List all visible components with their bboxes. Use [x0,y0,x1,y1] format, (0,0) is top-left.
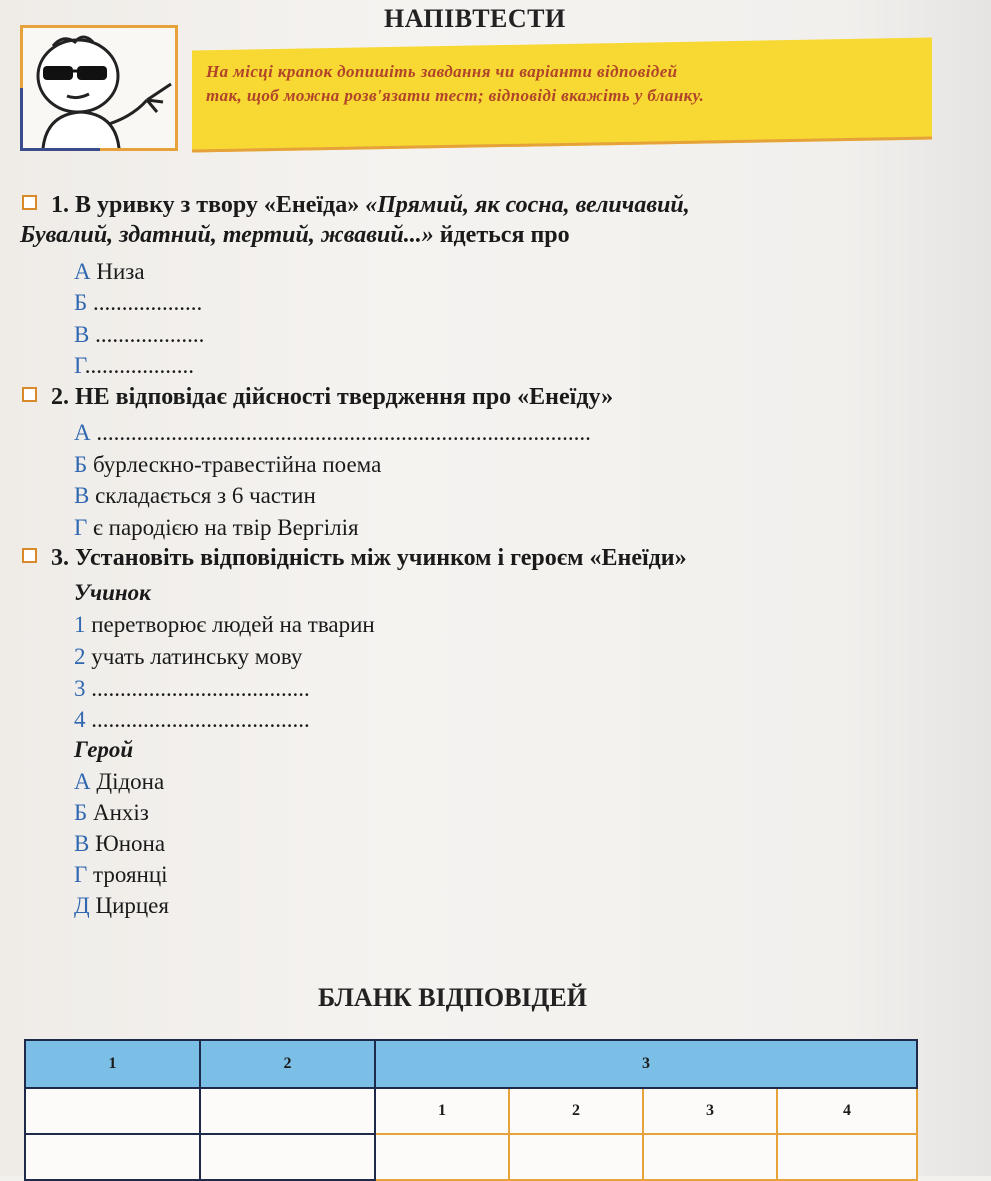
instruction-text [206,60,926,108]
answer-cell-q1[interactable] [25,1088,200,1134]
q3-hero-g [74,862,168,888]
q2-option-v [74,483,316,509]
q3-hero-d [74,893,169,919]
answer-sheet-header-row [25,1040,917,1088]
option-text: ................... [87,290,203,315]
question-1-intro: 1. В уривку з твору «Енеїда» [51,192,366,218]
deed-text: учать латинську мову [85,644,303,669]
question-1-quote-part-1: «Прямий, як сосна, величавий, [365,192,690,218]
hero-letter: В [74,831,90,856]
answer-sheet-table [24,1039,918,1181]
deeds-label: Учинок [74,580,151,605]
mascot-icon [23,28,175,148]
checkbox-icon [22,387,37,402]
question-1-ending: йдеться про [433,222,570,248]
deed-text: перетворює людей на тварин [85,612,375,637]
q1-option-a [74,259,145,285]
deed-text: ...................................... [85,707,310,732]
sub-column-header-1: 1 [375,1088,509,1134]
question-1-heading-line-1 [22,192,690,219]
sub-column-header-3: 3 [643,1088,777,1134]
option-letter: В [74,483,90,508]
hero-name: Анхіз [87,800,149,825]
sub-column-header-2: 2 [509,1088,643,1134]
column-header-2: 2 [200,1040,375,1088]
question-1-heading-line-2 [20,222,570,249]
mascot-frame [20,25,178,151]
q1-option-v [74,322,204,348]
deed-number: 2 [74,644,86,669]
q3-hero-b [74,800,149,826]
q3-hero-v [74,831,165,857]
option-letter: В [74,322,90,347]
checkbox-icon [22,548,37,563]
option-text: ...................................................................................... [90,420,591,445]
q2-option-b [74,452,381,478]
hero-letter: Г [74,862,88,887]
column-header-1: 1 [25,1040,200,1088]
option-text: Низа [90,259,145,284]
page-title: НАПІВТЕСТИ [384,4,566,33]
hero-name: Дідона [90,769,165,794]
deed-text: ...................................... [85,676,310,701]
option-text: бурлескно-травестійна поема [87,452,382,477]
answer-sheet-answer-row [25,1134,917,1180]
answer-cell-q3-4[interactable] [777,1134,917,1180]
option-text: ................... [84,353,194,378]
hero-letter: Б [74,800,88,825]
option-letter: Б [74,452,88,477]
answer-sheet-subheader-row [25,1088,917,1134]
answer-cell-empty[interactable] [200,1134,375,1180]
option-text: ................... [89,322,205,347]
sub-column-header-4: 4 [777,1088,917,1134]
question-3-heading [22,545,687,572]
instruction-line-1: На місці крапок допишіть завдання чи варіанти відповідей [206,62,678,81]
hero-letter: А [74,769,91,794]
answer-sheet-title: БЛАНК ВІДПОВІДЕЙ [318,983,587,1012]
q1-option-b [74,290,202,316]
q2-option-g [74,515,359,541]
answer-cell-q3-2[interactable] [509,1134,643,1180]
q3-deed-3 [74,676,310,702]
q3-hero-a [74,769,164,795]
option-letter: А [74,420,91,445]
option-letter: А [74,259,91,284]
option-letter: Б [74,290,88,315]
hero-name: Юнона [89,831,166,856]
hero-name: троянці [87,862,168,887]
deed-number: 4 [74,707,86,732]
q3-deed-4 [74,707,310,733]
option-letter: Г [74,353,85,378]
hero-letter: Д [74,893,90,918]
deed-number: 3 [74,676,86,701]
answer-cell-q3-3[interactable] [643,1134,777,1180]
q1-option-g [74,353,194,379]
column-header-3: 3 [375,1040,917,1088]
question-2-text: 2. НЕ відповідає дійсності твердження про «Енеїду» [51,384,614,410]
q3-deed-2 [74,644,302,670]
option-text: є пародією на твір Вергілія [87,515,359,540]
checkbox-icon [22,195,37,210]
q2-option-a [74,420,591,446]
option-text: складається з 6 частин [89,483,316,508]
heroes-label: Герой [74,737,134,762]
q3-deed-1 [74,612,375,638]
answer-cell-q3-1[interactable] [375,1134,509,1180]
deed-number: 1 [74,612,86,637]
instruction-line-2: так, щоб можна розв'язати тест; відповіді вкажіть у бланку. [206,86,705,105]
option-letter: Г [74,515,88,540]
answer-cell-q2[interactable] [200,1088,375,1134]
answer-cell-empty[interactable] [25,1134,200,1180]
question-3-text: 3. Установіть відповідність між учинком і героєм «Енеїди» [51,545,687,571]
question-1-quote-part-2: Бувалий, здатний, тертий, жвавий...» [20,222,434,248]
question-2-heading [22,384,613,411]
hero-name: Цирцея [89,893,169,918]
